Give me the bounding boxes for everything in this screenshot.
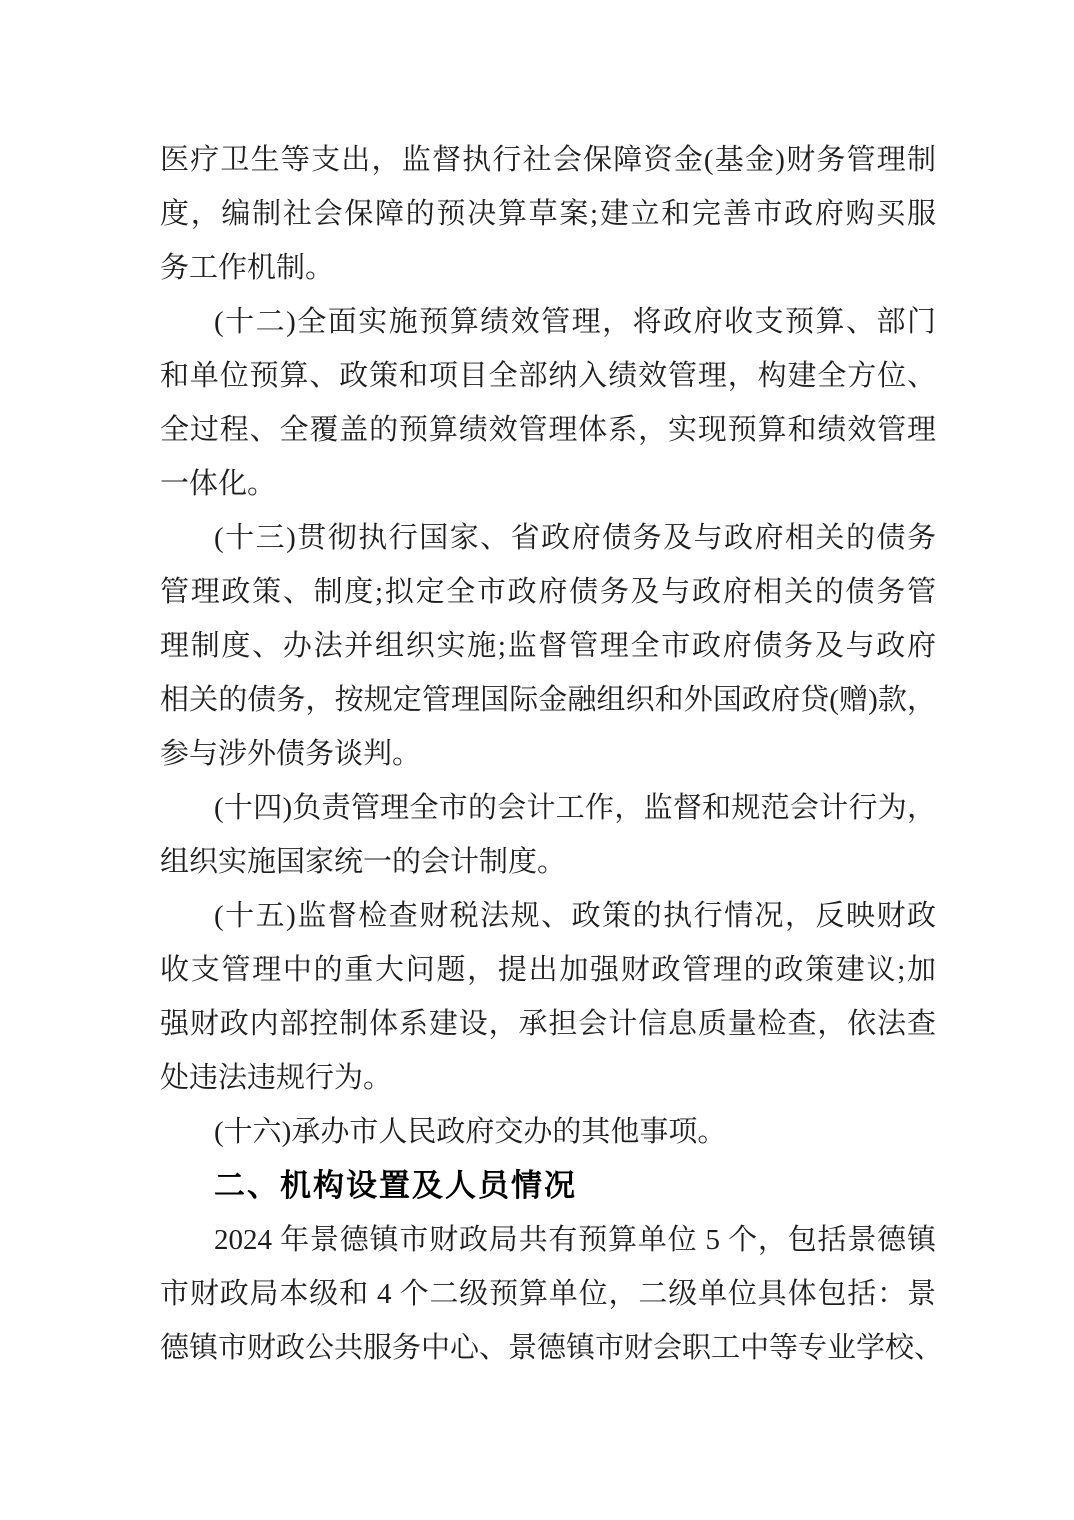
body-line: 医疗卫生等支出，监督执行社会保障资金(基金)财务管理制	[160, 144, 936, 176]
body-line: 参与涉外债务谈判。	[160, 738, 422, 770]
body-line: (十二)全面实施预算绩效管理，将政府收支预算、部门	[214, 306, 936, 338]
body-line: 2024 年景德镇市财政局共有预算单位 5 个，包括景德镇	[214, 1224, 936, 1256]
body-line: 强财政内部控制体系建设，承担会计信息质量检查，依法查	[160, 1008, 936, 1040]
body-line: 管理政策、制度;拟定全市政府债务及与政府相关的债务管	[160, 576, 936, 608]
body-line: 相关的债务，按规定管理国际金融组织和外国政府贷(赠)款，	[160, 684, 936, 716]
body-line: 德镇市财政公共服务中心、景德镇市财会职工中等专业学校、	[160, 1332, 944, 1364]
body-line: 理制度、办法并组织实施;监督管理全市政府债务及与政府	[160, 630, 936, 662]
body-line: 度，编制社会保障的预决算草案;建立和完善市政府购买服	[160, 198, 936, 230]
body-line: 和单位预算、政策和项目全部纳入绩效管理，构建全方位、	[160, 360, 936, 392]
body-line: 收支管理中的重大问题，提出加强财政管理的政策建议;加	[160, 954, 936, 986]
body-line: 市财政局本级和 4 个二级预算单位，二级单位具体包括：景	[160, 1278, 936, 1310]
body-line: (十三)贯彻执行国家、省政府债务及与政府相关的债务	[214, 522, 936, 554]
document-body	[160, 133, 944, 1375]
body-line: 处违法违规行为。	[160, 1062, 393, 1094]
section-heading: 二、机构设置及人员情况	[214, 1168, 577, 1203]
body-line: (十六)承办市人民政府交办的其他事项。	[214, 1116, 727, 1148]
body-line: (十五)监督检查财税法规、政策的执行情况，反映财政	[214, 900, 936, 932]
body-line: 一体化。	[160, 468, 277, 500]
body-line: 全过程、全覆盖的预算绩效管理体系，实现预算和绩效管理	[160, 414, 936, 446]
body-line: 务工作机制。	[160, 252, 335, 284]
body-line: (十四)负责管理全市的会计工作，监督和规范会计行为，	[214, 792, 936, 824]
body-line: 组织实施国家统一的会计制度。	[160, 846, 567, 878]
